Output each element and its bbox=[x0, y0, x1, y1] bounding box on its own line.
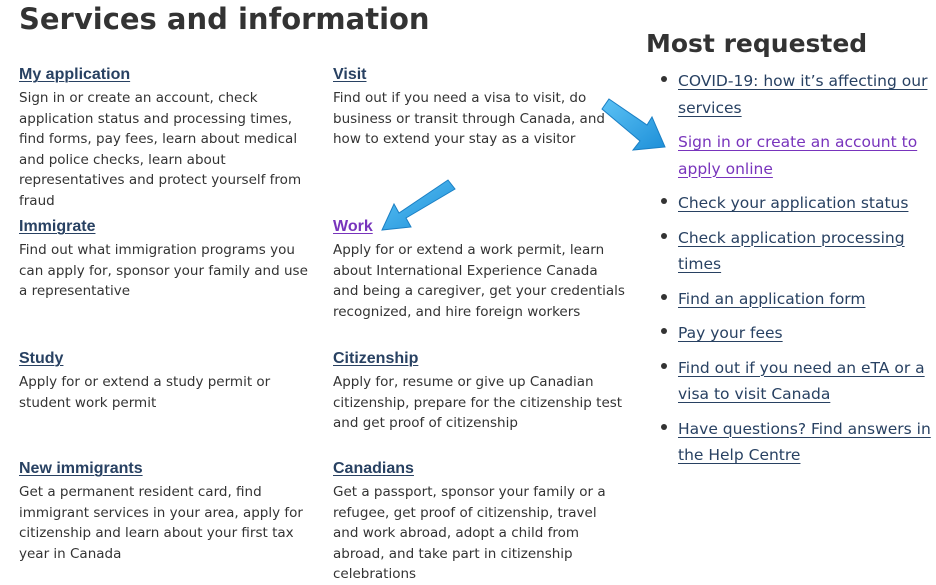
most-requested-item bbox=[646, 190, 934, 217]
most-requested-item bbox=[646, 129, 934, 182]
covid-19-link[interactable]: COVID-19: how it’s affecting our services bbox=[678, 72, 928, 117]
work-description: Apply for or extend a work permit, learn about International Experience Canada and being a caregiver, get your credentials recognized, and hire foreign workers bbox=[333, 242, 625, 320]
bullet-icon bbox=[661, 424, 667, 430]
study-link[interactable]: Study bbox=[19, 350, 64, 367]
service-new-immigrants bbox=[19, 459, 313, 564]
bullet-icon bbox=[661, 198, 667, 204]
my-application-description: Sign in or create an account, check application status and processing times, find forms, pay fees, learn about medical and police checks, learn about representatives and protect yourself from fraud bbox=[19, 90, 302, 209]
my-application-link[interactable]: My application bbox=[19, 66, 131, 83]
study-description: Apply for or extend a study permit or student work permit bbox=[19, 374, 271, 411]
citizenship-description: Apply for, resume or give up Canadian citizenship, prepare for the citizenship test and get proof of citizenship bbox=[333, 374, 623, 431]
bullet-icon bbox=[661, 294, 667, 300]
visit-link[interactable]: Visit bbox=[333, 66, 367, 83]
pay-fees-link[interactable]: Pay your fees bbox=[678, 324, 783, 342]
immigrate-link[interactable]: Immigrate bbox=[19, 218, 96, 235]
canadians-description: Get a passport, sponsor your family or a refugee, get proof of citizenship, travel and work abroad, adopt a child from abroad, and take part in citizenship celebrations bbox=[333, 484, 606, 582]
citizenship-link[interactable]: Citizenship bbox=[333, 350, 419, 367]
arrow-icon bbox=[595, 95, 675, 160]
check-application-status-link[interactable]: Check your application status bbox=[678, 194, 909, 212]
most-requested-item bbox=[646, 416, 934, 469]
eta-visa-link[interactable]: Find out if you need an eTA or a visa to visit Canada bbox=[678, 358, 925, 403]
most-requested-panel bbox=[646, 29, 934, 477]
help-centre-link[interactable]: Have questions? Find answers in the Help Centre bbox=[678, 419, 931, 464]
most-requested-item bbox=[646, 286, 934, 313]
service-my-application bbox=[19, 65, 313, 211]
service-immigrate bbox=[19, 217, 313, 302]
visit-description: Find out if you need a visa to visit, do business or transit through Canada, and how to extend your stay as a visitor bbox=[333, 90, 605, 147]
service-canadians bbox=[333, 459, 625, 585]
most-requested-item bbox=[646, 355, 934, 408]
most-requested-item bbox=[646, 225, 934, 278]
most-requested-title: Most requested bbox=[646, 29, 868, 58]
bullet-icon bbox=[661, 328, 667, 334]
service-citizenship bbox=[333, 349, 625, 434]
bullet-icon bbox=[661, 363, 667, 369]
sign-in-link[interactable]: Sign in or create an account to apply online bbox=[678, 133, 918, 178]
new-immigrants-link[interactable]: New immigrants bbox=[19, 460, 143, 477]
bullet-icon bbox=[661, 233, 667, 239]
page-title: Services and information bbox=[19, 2, 430, 36]
immigrate-description: Find out what immigration programs you can apply for, sponsor your family and use a representative bbox=[19, 242, 308, 299]
canadians-link[interactable]: Canadians bbox=[333, 460, 414, 477]
new-immigrants-description: Get a permanent resident card, find immigrant services in your area, apply for citizenship and learn about your first tax year in Canada bbox=[19, 484, 303, 562]
most-requested-item bbox=[646, 68, 934, 121]
service-visit bbox=[333, 65, 625, 150]
processing-times-link[interactable]: Check application processing times bbox=[678, 228, 905, 273]
work-link[interactable]: Work bbox=[333, 218, 373, 235]
most-requested-list bbox=[646, 68, 934, 469]
most-requested-item bbox=[646, 320, 934, 347]
service-study bbox=[19, 349, 313, 413]
application-form-link[interactable]: Find an application form bbox=[678, 289, 866, 308]
bullet-icon bbox=[661, 76, 667, 82]
arrow-icon bbox=[370, 170, 460, 240]
